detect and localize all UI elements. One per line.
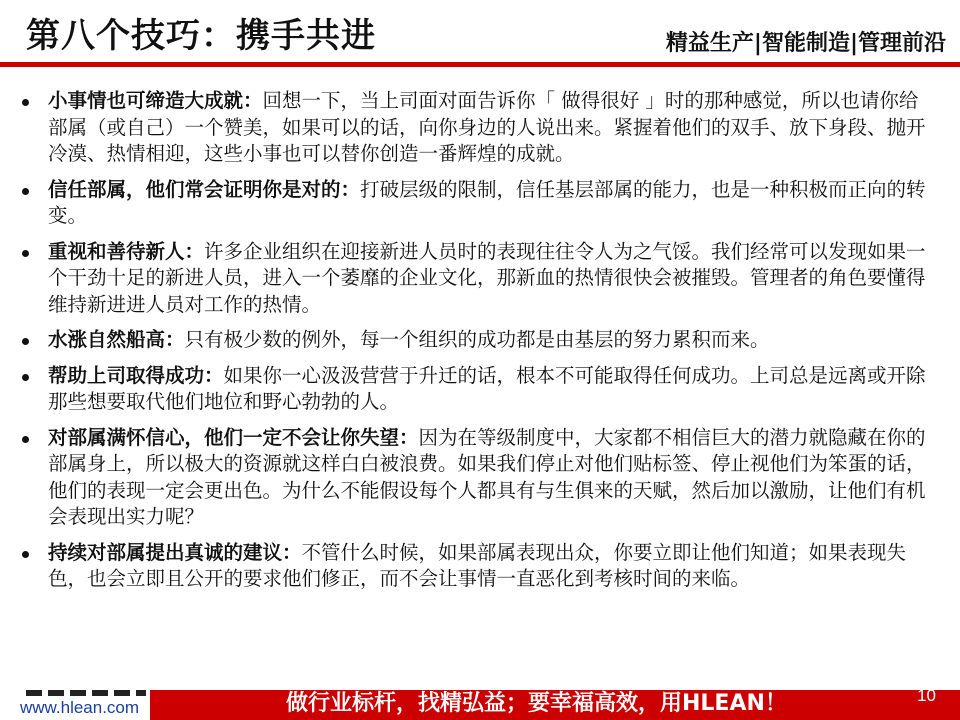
bullet-text: 回想一下，当上司面对面告诉你「 做得很好 」时的那种感觉，所以也请你给部属（或自己）一个赞美，如果可以的话，向你身边的人说出来。紧握着他们的双手、放下身段、抛开冷漠、热情相迎，这些小事也可以替你创造一番辉煌的成就。 <box>48 89 926 165</box>
bullet-dot-icon <box>22 250 29 257</box>
bullet-heading: 帮助上司取得成功： <box>48 363 224 387</box>
bullet-item <box>18 425 928 531</box>
bullet-heading: 水涨自然船高： <box>48 328 185 351</box>
bullet-item <box>18 239 928 319</box>
footer-slogan: 做行业标杆，找精弘益；要幸福高效，用HLEAN！ <box>286 691 787 716</box>
bullet-item <box>18 88 928 168</box>
bullet-dot-icon <box>22 188 29 195</box>
bullet-dot-icon <box>22 338 29 345</box>
bullet-item <box>18 177 928 230</box>
bullet-heading: 持续对部属提出真诚的建议： <box>48 540 302 564</box>
bullet-item <box>18 540 928 593</box>
header-tagline: 精益生产|智能制造|管理前沿 <box>665 31 946 56</box>
bullet-list <box>18 88 928 602</box>
bullet-text: 许多企业组织在迎接新进人员时的表现往往令人为之气馁。我们经常可以发现如果一个干劲十足的新进人员，进入一个萎靡的企业文化，那新血的热情很快会被摧毁。管理者的角色要懂得维持新进进人员对工作的热情。 <box>48 239 926 316</box>
logo-graphic <box>26 690 146 696</box>
bullet-text: 只有极少数的例外，每一个组织的成功都是由基层的努力累积而来。 <box>184 328 770 351</box>
footer-url-link[interactable]: www.hlean.com <box>20 698 140 717</box>
bullet-heading: 信任部属，他们常会证明你是对的： <box>48 177 361 201</box>
bullet-item <box>18 363 928 416</box>
bullet-heading: 重视和善待新人： <box>48 239 205 263</box>
bullet-heading: 小事情也可缔造大成就： <box>48 89 263 112</box>
bullet-text: 如果你一心汲汲营营于升迁的话，根本不可能取得任何成功。上司总是远离或开除那些想要取代他们地位和野心勃勃的人。 <box>48 363 926 413</box>
bullet-dot-icon <box>22 99 29 106</box>
bullet-text: 不管什么时候，如果部属表现出众，你要立即让他们知道；如果表现失色，也会立即且公开的要求他们修正，而不会让事情一直恶化到考核时间的来临。 <box>48 540 907 590</box>
bullet-heading: 对部属满怀信心，他们一定不会让你失望： <box>48 425 419 449</box>
header-divider <box>0 62 960 67</box>
bullet-text: 因为在等级制度中，大家都不相信巨大的潜力就隐藏在你的部属身上，所以极大的资源就这样白白被浪费。如果我们停止对他们贴标签、停止视他们为笨蛋的话，他们的表现一定会更出色。为什么不能假设每个人都具有与生俱来的天赋，然后加以激励，让他们有机会表现出实力呢？ <box>48 425 926 528</box>
bullet-dot-icon <box>22 374 29 381</box>
slide-title: 第八个技巧：携手共进 <box>26 16 376 56</box>
bullet-dot-icon <box>22 436 29 443</box>
bullet-item <box>18 327 928 354</box>
page-number: 10 <box>917 686 936 705</box>
bullet-text: 打破层级的限制，信任基层部属的能力，也是一种积极而正向的转变。 <box>48 177 926 227</box>
bullet-dot-icon <box>22 551 29 558</box>
